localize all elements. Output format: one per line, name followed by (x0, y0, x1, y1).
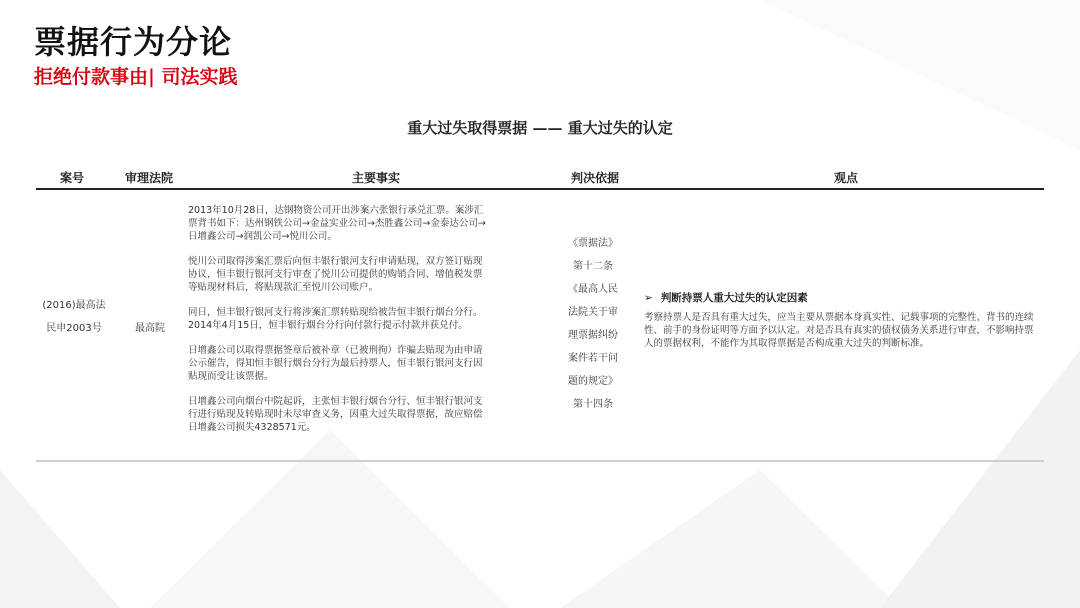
page-title: 票据行为分论 (34, 23, 233, 61)
basis-line: 《最高人民 (568, 284, 618, 295)
viewpoint-text: 考察持票人是否具有重大过失，应当主要从票据本身真实性、记载事项的完整性、背书的连续性、前手的身份证明等方面予以认定。对是否具有真实的债权债务关系进行审查，不影响持票人的票据权利，不能作为其取得票据是否构成重大过失的判断标准。 (644, 312, 1034, 349)
viewpoint-title-text: 判断持票人重大过失的认定因素 (660, 292, 808, 304)
fact-paragraph: 日增鑫公司向烟台中院起诉，主张恒丰银行烟台分行、恒丰银行银河支行进行贴现及转贴现时未尽审查义务，因重大过失取得票据，故应赔偿日增鑫公司损失4328571元。 (188, 396, 483, 433)
column-header-court: 审理法院 (124, 171, 173, 185)
viewpoint-title (644, 290, 1040, 306)
basis-line: 法院关于审 (568, 307, 618, 318)
viewpoint (644, 290, 1040, 350)
table-bottom-rule (36, 460, 1044, 462)
table-title: 重大过失取得票据 —— 重大过失的认定 (407, 119, 673, 137)
court-name: 最高院 (135, 323, 165, 334)
page-header (34, 22, 238, 90)
basis-line: 第十二条 (573, 261, 613, 272)
column-header-view: 观点 (833, 171, 858, 185)
case-number: (2016)最高法民申2003号 (42, 300, 106, 334)
basis-line: 《票据法》 (568, 238, 618, 249)
column-header-case-no: 案号 (59, 171, 84, 185)
case-table (36, 168, 1044, 462)
fact-paragraph: 悦川公司取得涉案汇票后向恒丰银行银河支行申请贴现，双方签订贴现协议，恒丰银行银河支行审查了悦川公司提供的购销合同、增值税发票等贴现材料后，将贴现款汇至悦川公司账户。 (188, 256, 483, 293)
fact-paragraph: 2013年10月28日，达钢物资公司开出涉案六张银行承兑汇票。案涉汇票背书如下：达州钢铁公司→金益实业公司→杰胜鑫公司→金泰达公司→日增鑫公司→润凯公司→悦川公司。 (188, 205, 486, 242)
basis-line: 案件若干问 (568, 353, 618, 364)
basis-line: 第十四条 (573, 399, 613, 410)
page-subtitle: 拒绝付款事由| 司法实践 (34, 66, 238, 88)
main-facts (188, 204, 486, 446)
column-header-basis: 判决依据 (570, 171, 619, 185)
fact-paragraph: 日增鑫公司以取得票据签章后被补章（已被刑拘）诈骗去贴现为由申请公示催告，得知恒丰银行烟台分行为最后持票人，恒丰银行银河支行因贴现而受让该票据。 (188, 345, 483, 382)
column-header-facts: 主要事实 (351, 171, 400, 185)
judgment-basis (562, 232, 624, 416)
fact-paragraph: 同日，恒丰银行银河支行将涉案汇票转贴现给被告恒丰银行烟台分行。2014年4月15日，恒丰银行烟台分行向付款行提示付款并获兑付。 (188, 307, 483, 331)
basis-line: 理票据纠纷 (568, 330, 618, 341)
arrow-bullet-icon: ➢ (644, 292, 653, 304)
basis-line: 题的规定》 (568, 376, 618, 387)
table-header-row (36, 168, 1044, 190)
